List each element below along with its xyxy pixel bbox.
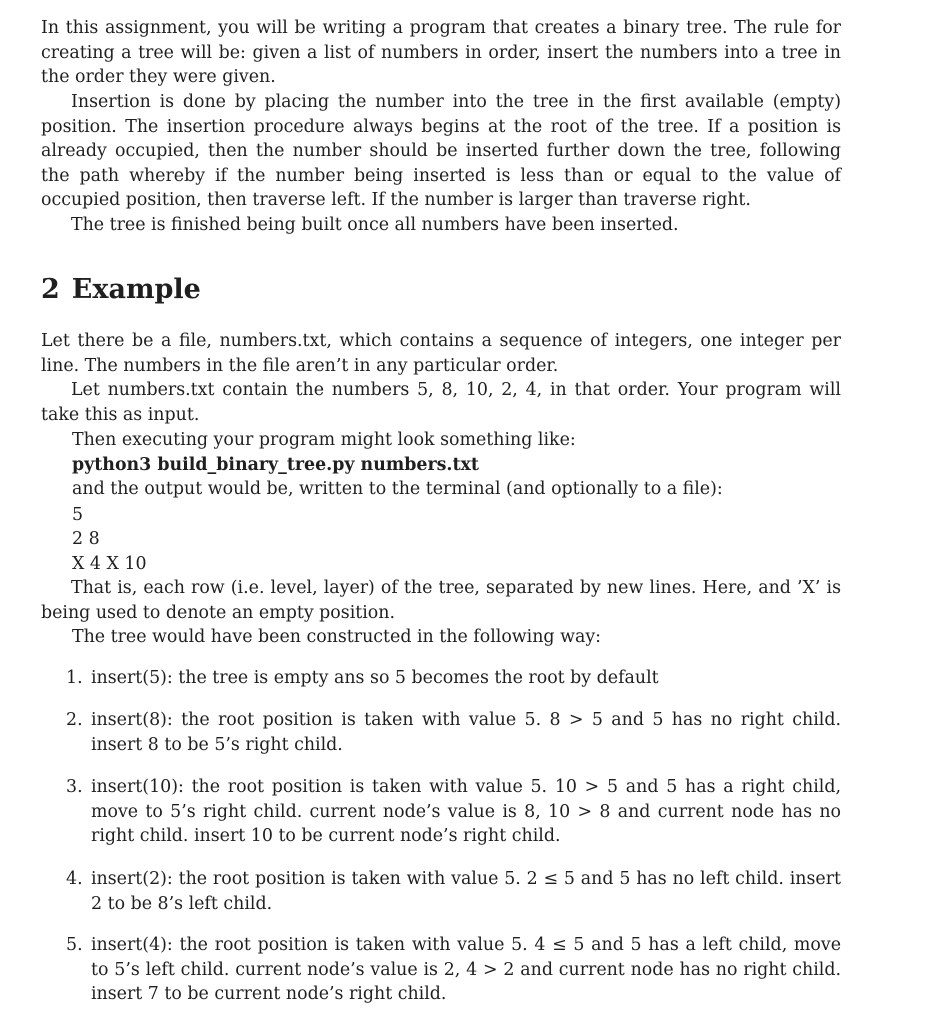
list-item bbox=[66, 775, 841, 849]
list-item-text: insert(4): the root position is taken with value 5. 4 ≤ 5 and 5 has a left child, move to 5’s left child. current node’s value is 2, 4 > 2 and current node has no right child. insert 7 to be current node’s right child. bbox=[91, 935, 841, 1005]
intro-paragraph-2-text: Insertion is done by placing the number into the tree in the first available (empty) position. The insertion procedure always begins at the root of the tree. If a position is already occupied, then the number should be inserted further down the tree, following the path whereby if the number being inserted is less than or equal to the value of occupied position, then traverse left. If the number is larger than traverse right. bbox=[41, 92, 841, 211]
list-item bbox=[66, 867, 841, 916]
intro-paragraph-3 bbox=[41, 213, 841, 238]
example-paragraph-5-text: That is, each row (i.e. level, layer) of the tree, separated by new lines. Here, and ’X’ is being used to denote an empty position. bbox=[41, 578, 841, 623]
command-line: python3 build_binary_tree.py numbers.txt bbox=[72, 455, 479, 475]
list-item bbox=[66, 666, 841, 691]
example-paragraph-2-text: Let numbers.txt contain the numbers 5, 8, 10, 2, 4, in that order. Your program will take this as input. bbox=[41, 380, 841, 425]
example-paragraph-4: and the output would be, written to the terminal (and optionally to a file): bbox=[72, 479, 723, 499]
list-item-text: insert(10): the root position is taken with value 5. 10 > 5 and 5 has a right child, move to 5’s right child. current node’s value is 8, 10 > 8 and current node has no right child. insert 10 to be current node’s right child. bbox=[91, 777, 841, 847]
intro-paragraph-2 bbox=[41, 90, 841, 213]
example-paragraph-3: Then executing your program might look something like: bbox=[72, 430, 576, 450]
section-heading bbox=[41, 272, 201, 308]
list-item bbox=[66, 708, 841, 757]
list-item-text: insert(5): the tree is empty ans so 5 becomes the root by default bbox=[91, 668, 659, 688]
list-item-number: 2. bbox=[66, 710, 83, 730]
example-paragraph-2 bbox=[41, 378, 841, 427]
example-paragraph-5 bbox=[41, 576, 841, 625]
list-item-text: insert(2): the root position is taken with value 5. 2 ≤ 5 and 5 has no left child. insert 2 to be 8’s left child. bbox=[91, 869, 841, 914]
example-paragraph-1: Let there be a file, numbers.txt, which contains a sequence of integers, one integer per line. The numbers in the file aren’t in any particular order. bbox=[41, 331, 841, 376]
list-item bbox=[66, 933, 841, 1007]
output-line-2: 2 8 bbox=[72, 529, 100, 549]
intro-paragraph-3-text: The tree is finished being built once all numbers have been inserted. bbox=[71, 215, 679, 235]
list-item-number: 5. bbox=[66, 935, 83, 955]
output-line-1: 5 bbox=[72, 505, 84, 525]
list-item-text: insert(8): the root position is taken with value 5. 8 > 5 and 5 has no right child. insert 8 to be 5’s right child. bbox=[91, 710, 841, 755]
intro-paragraph-1: In this assignment, you will be writing a program that creates a binary tree. The rule for creating a tree will be: given a list of numbers in order, insert the numbers into a tree in the order they were given. bbox=[41, 18, 841, 88]
list-item-number: 3. bbox=[66, 777, 83, 797]
section-number: 2 bbox=[41, 274, 60, 305]
list-item-number: 1. bbox=[66, 668, 83, 688]
output-line-3: X 4 X 10 bbox=[72, 554, 147, 574]
list-item-number: 4. bbox=[66, 869, 83, 889]
section-title: Example bbox=[71, 274, 201, 305]
example-paragraph-6: The tree would have been constructed in the following way: bbox=[72, 627, 602, 647]
